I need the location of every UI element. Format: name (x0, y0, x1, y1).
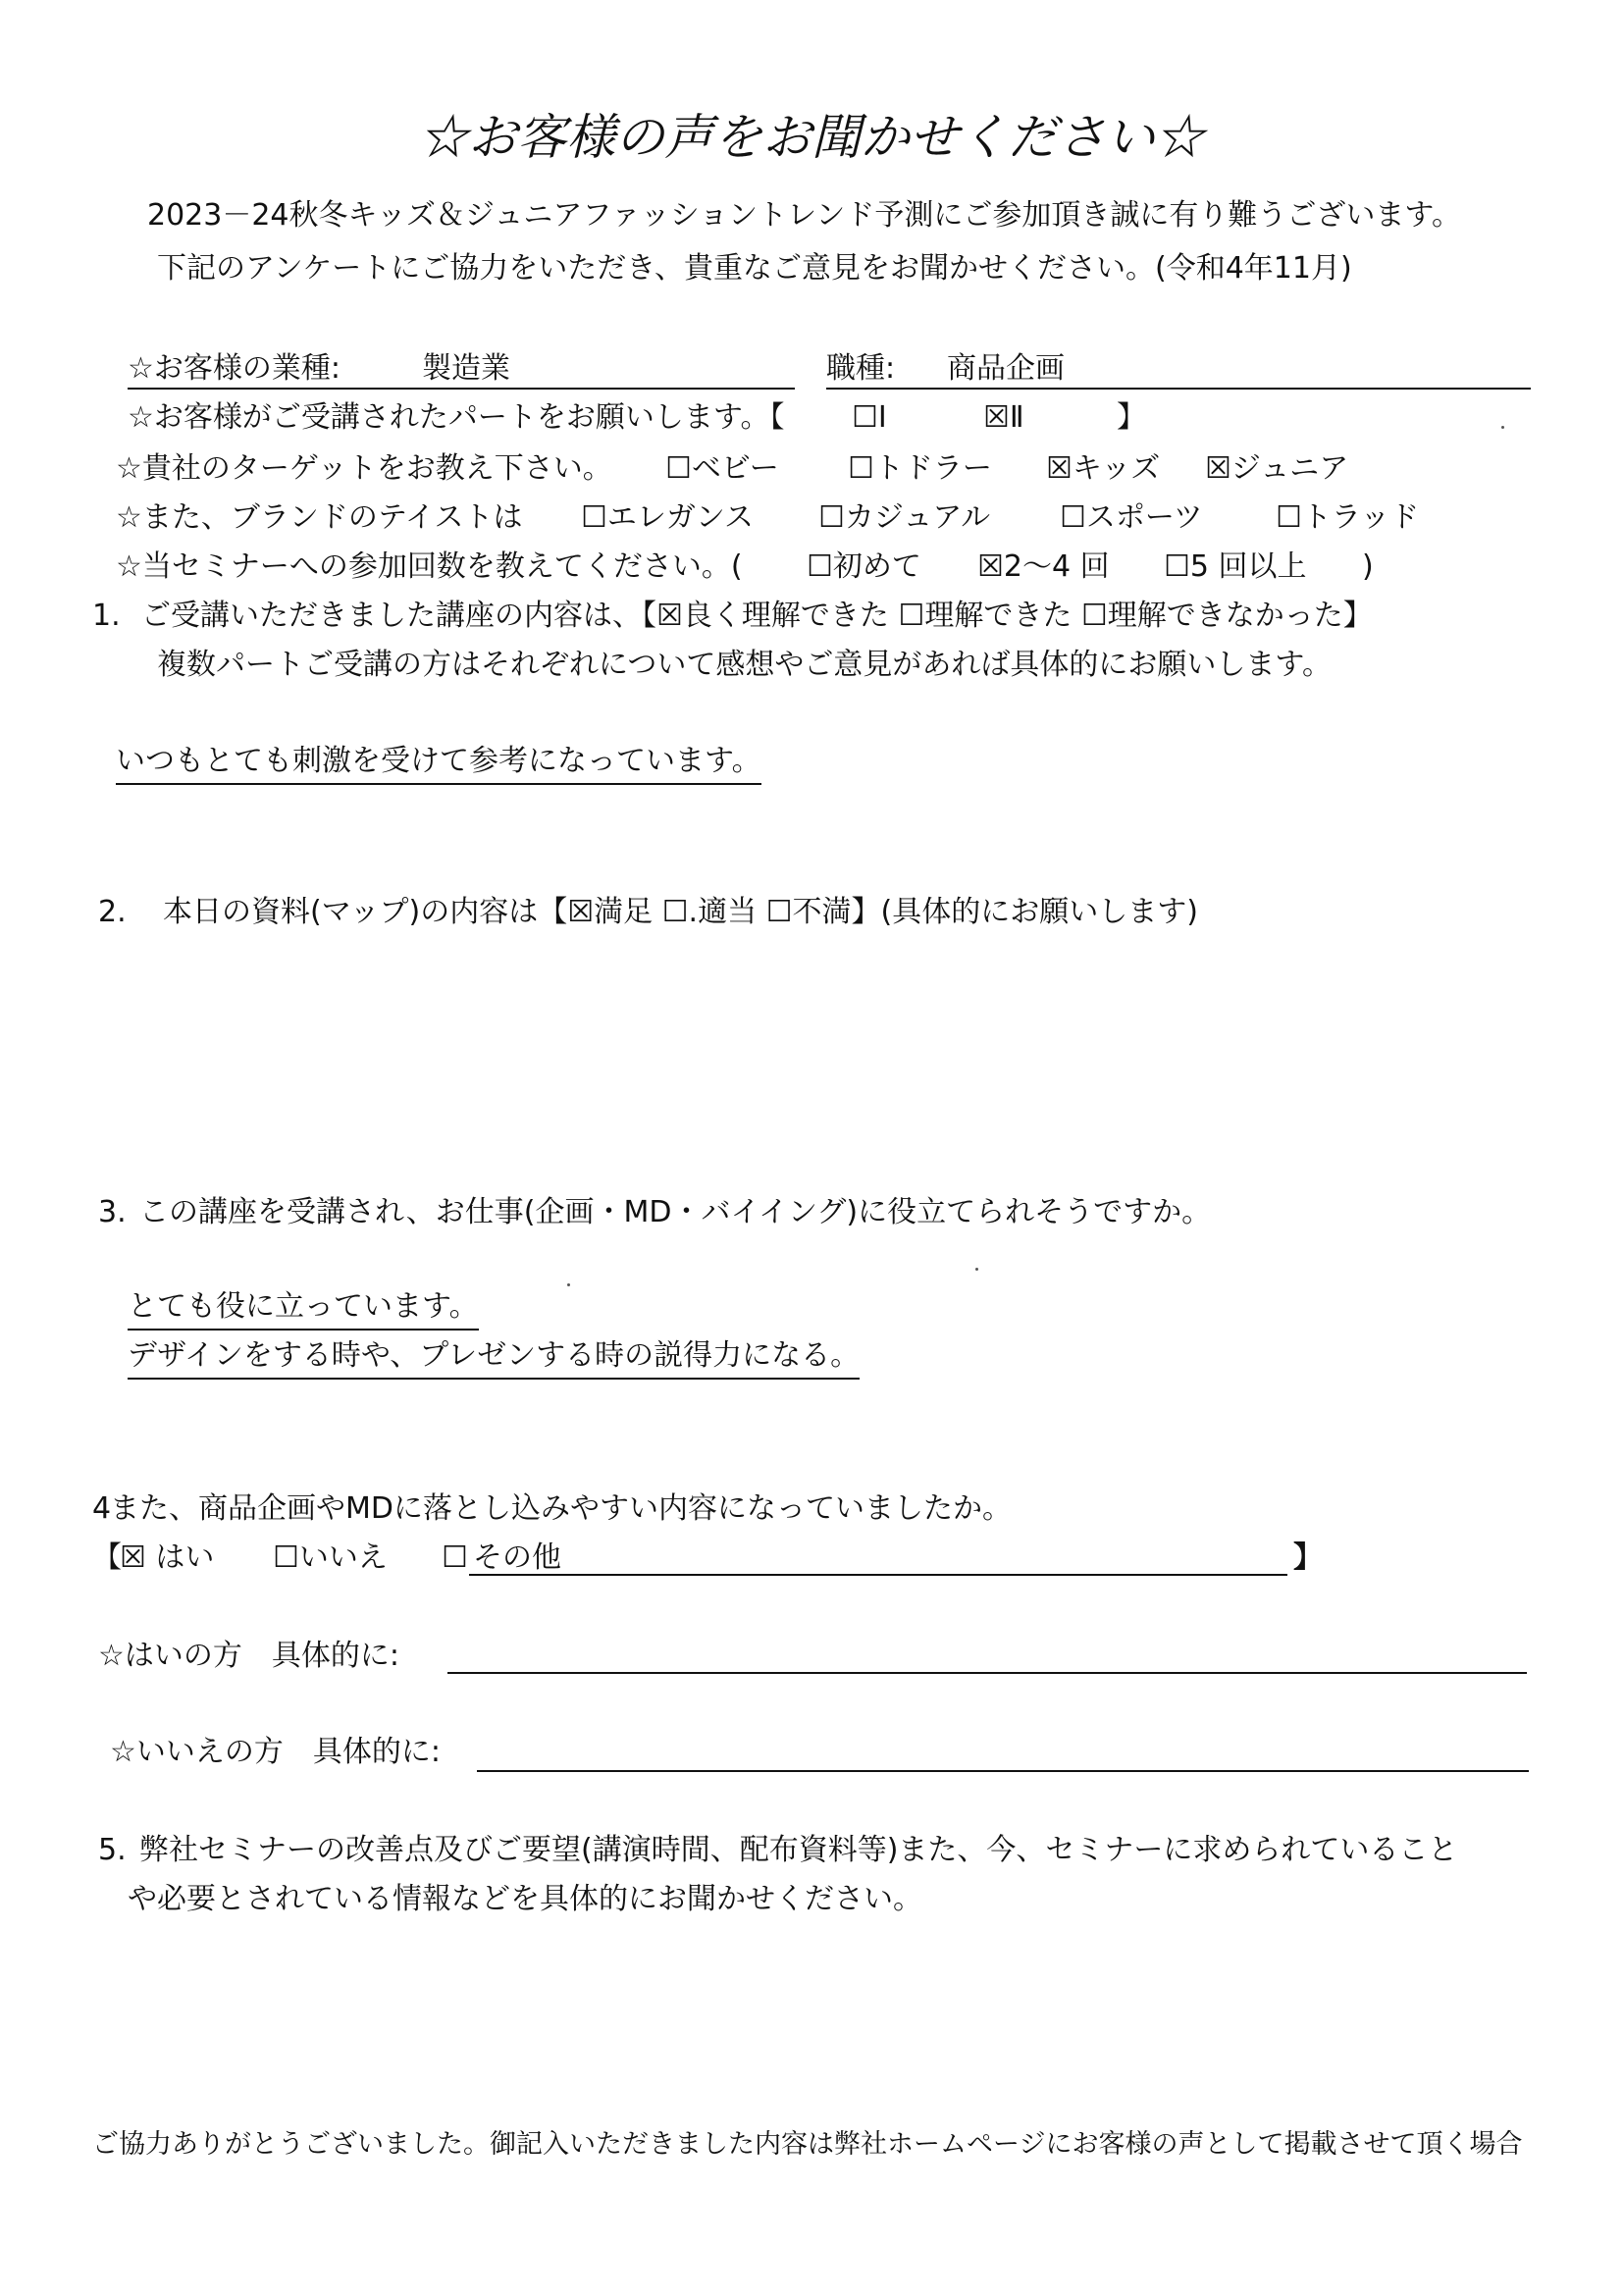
q5-question-line-1: 弊社セミナーの改善点及びご要望(講演時間、配布資料等)また、今、セミナーに求められていること (139, 1833, 1458, 1867)
industry-underline (128, 388, 795, 390)
q4-other-underline[interactable] (469, 1574, 1287, 1576)
survey-title: ☆お客様の声をお聞かせください☆ (419, 109, 1204, 166)
target-option-baby[interactable]: ☐ベビー (665, 451, 779, 486)
count-option-5plus[interactable]: ☐5 回以上 (1164, 549, 1307, 584)
q4-option-no[interactable]: ☐いいえ (273, 1540, 388, 1575)
q4-yes-detail-label: ☆はいの方 具体的に: (98, 1639, 400, 1673)
q4-number: 4 (92, 1491, 112, 1526)
intro-line-1: 2023－24秋冬キッズ＆ジュニアファッショントレンド予測にご参加頂き誠に有り難うございます。 (147, 198, 1461, 233)
q4-other-label: その他 (473, 1540, 561, 1575)
job-value[interactable]: 商品企画 (947, 351, 1065, 386)
part-option-2[interactable]: ☒Ⅱ (983, 400, 1024, 435)
count-prompt: ☆当セミナーへの参加回数を教えてください。( (116, 549, 743, 584)
q2-number: 2. (98, 895, 127, 929)
q1-subtext: 複数パートご受講の方はそれぞれについて感想やご意見があれば具体的にお願いします。 (157, 648, 1332, 682)
target-option-toddler[interactable]: ☐トドラー (848, 451, 992, 486)
q4-question: また、商品企画やMDに落とし込みやすい内容になっていましたか。 (110, 1491, 1012, 1526)
industry-label: ☆お客様の業種: (128, 351, 341, 386)
q4-option-yes[interactable]: ☒ はい (120, 1540, 215, 1575)
scan-speck (975, 1268, 978, 1271)
q1-answer[interactable]: いつもとても刺激を受けて参考になっています。 (116, 742, 761, 785)
job-label: 職種: (826, 351, 896, 386)
target-option-junior[interactable]: ☒ジュニア (1205, 451, 1349, 486)
count-option-2to4[interactable]: ☒2～4 回 (977, 549, 1110, 584)
part-option-1[interactable]: ☐Ⅰ (852, 400, 887, 435)
q1-question: ご受講いただきました講座の内容は、【☒良く理解できた ☐理解できた ☐理解できなかった】 (141, 599, 1373, 633)
q3-number: 3. (98, 1195, 127, 1229)
target-prompt: ☆貴社のターゲットをお教え下さい。 (116, 451, 612, 486)
taste-option-trad[interactable]: ☐トラッド (1276, 500, 1420, 535)
q3-answer-line-2[interactable]: デザインをする時や、プレゼンする時の説得力になる。 (128, 1336, 860, 1380)
count-close-paren: ) (1362, 549, 1374, 584)
q4-no-detail-label: ☆いいえの方 具体的に: (110, 1735, 442, 1769)
intro-line-2: 下記のアンケートにご協力をいただき、貴重なご意見をお聞かせください。(令和4年11月) (157, 251, 1352, 286)
target-option-kids[interactable]: ☒キッズ (1046, 451, 1161, 486)
count-option-first[interactable]: ☐初めて (807, 549, 921, 584)
taste-option-casual[interactable]: ☐カジュアル (818, 500, 991, 535)
q4-option-other-checkbox[interactable]: ☐ (442, 1540, 468, 1575)
q1-number: 1. (92, 599, 121, 633)
q4-no-detail-line[interactable] (477, 1770, 1529, 1772)
taste-option-sports[interactable]: ☐スポーツ (1060, 500, 1203, 535)
q4-close-bracket: 】 (1293, 1540, 1323, 1575)
q3-question: この講座を受講され、お仕事(企画・MD・バイイング)に役立てられそうですか。 (139, 1195, 1212, 1229)
taste-option-elegance[interactable]: ☐エレガンス (581, 500, 754, 535)
industry-value[interactable]: 製造業 (422, 351, 510, 386)
taste-prompt: ☆また、ブランドのテイストは (116, 500, 523, 535)
part-prompt: ☆お客様がご受講されたパートをお願いします。【 (128, 400, 785, 435)
q4-yes-detail-line[interactable] (447, 1672, 1527, 1674)
part-close-bracket: 】 (1117, 400, 1146, 435)
q4-open-bracket: 【 (92, 1540, 122, 1575)
q3-answer-line-1[interactable]: とても役に立っています。 (128, 1287, 479, 1331)
q5-number: 5. (98, 1833, 127, 1867)
scan-speck (567, 1283, 570, 1286)
job-underline (826, 388, 1531, 390)
q2-question: 本日の資料(マップ)の内容は【☒満足 ☐.適当 ☐不満】(具体的にお願いします) (163, 895, 1198, 929)
footer-note: ご協力ありがとうございました。御記入いただきました内容は弊社ホームページにお客様の声として掲載させて頂く場合 (92, 2129, 1523, 2160)
scan-speck (1501, 426, 1504, 429)
q5-question-line-2: や必要とされている情報などを具体的にお聞かせください。 (128, 1882, 922, 1916)
